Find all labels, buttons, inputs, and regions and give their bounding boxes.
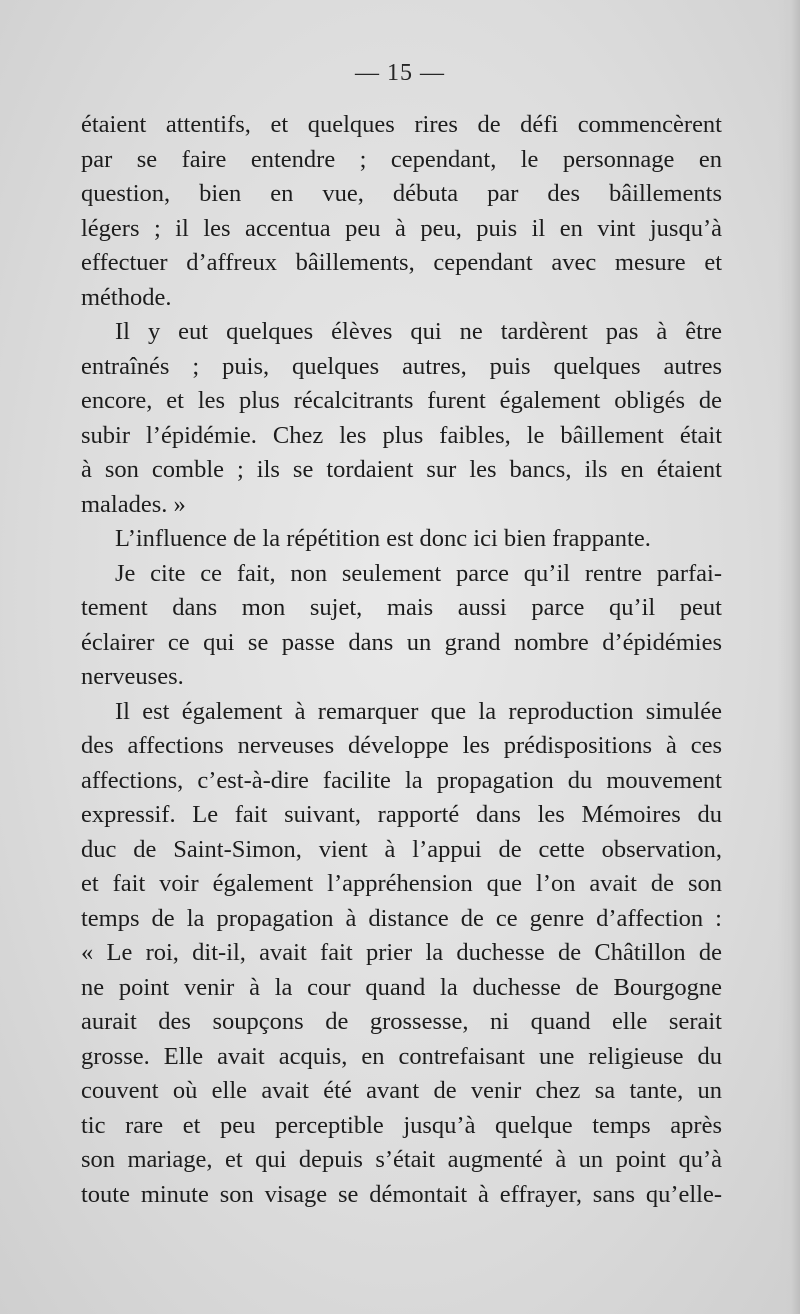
text-line: éclairer ce qui se passe dans un grand nombre d’épidémies xyxy=(81,628,722,656)
text-line: duc de Saint-Simon, vient à l’appui de cette observation, xyxy=(81,835,722,863)
text-line: affections, c’est-à-dire facilite la propagation du mouvement xyxy=(81,766,722,794)
text-line: tic rare et peu perceptible jusqu’à quelque temps après xyxy=(81,1111,722,1139)
text-line: toute minute son visage se démontait à effrayer, sans qu’elle- xyxy=(81,1180,722,1208)
text-line: grosse. Elle avait acquis, en contrefaisant une religieuse du xyxy=(81,1042,722,1070)
text-line: encore, et les plus récalcitrants furent également obligés de xyxy=(81,387,722,414)
text-line: malades. » xyxy=(81,490,186,518)
text-line: temps de la propagation à distance de ce genre d’affection : xyxy=(81,904,722,932)
text-line: son mariage, et qui depuis s’était augmenté à un point qu’à xyxy=(81,1146,722,1173)
text-line: « Le roi, dit-il, avait fait prier la duchesse de Châtillon de xyxy=(81,939,722,966)
text-line: Il y eut quelques élèves qui ne tardèrent pas à être xyxy=(115,318,722,345)
text-line: L’influence de la répétition est donc ici bien frappante. xyxy=(115,525,651,552)
text-line: tement dans mon sujet, mais aussi parce qu’il peut xyxy=(81,594,722,621)
text-line: couvent où elle avait été avant de venir chez sa tante, un xyxy=(81,1077,722,1104)
text-line: expressif. Le fait suivant, rapporté dans les Mémoires du xyxy=(81,801,722,828)
text-line: et fait voir également l’appréhension que l’on avait de son xyxy=(81,870,722,897)
text-line: Je cite ce fait, non seulement parce qu’il rentre parfai- xyxy=(115,559,722,587)
text-line: méthode. xyxy=(81,283,172,311)
page-number: — 15 — xyxy=(355,60,445,86)
text-line: nerveuses. xyxy=(81,663,184,690)
text-line: Il est également à remarquer que la reproduction simulée xyxy=(115,697,722,725)
page-text xyxy=(81,108,722,1212)
text-line: à son comble ; ils se tordaient sur les bancs, ils en étaient xyxy=(81,456,722,483)
text-line: aurait des soupçons de grossesse, ni quand elle serait xyxy=(81,1008,722,1035)
page-edge-shadow xyxy=(778,0,800,1314)
text-line: par se faire entendre ; cependant, le personnage en xyxy=(81,145,722,173)
text-line: question, bien en vue, débuta par des bâillements xyxy=(81,180,722,207)
text-line: des affections nerveuses développe les prédispositions à ces xyxy=(81,732,722,759)
text-line: ne point venir à la cour quand la duchesse de Bourgogne xyxy=(81,973,722,1001)
text-line: légers ; il les accentua peu à peu, puis il en vint jusqu’à xyxy=(81,214,722,242)
text-line: effectuer d’affreux bâillements, cependant avec mesure et xyxy=(81,249,722,276)
text-line: entraînés ; puis, quelques autres, puis quelques autres xyxy=(81,352,722,380)
text-line: étaient attentifs, et quelques rires de défi commencèrent xyxy=(81,111,722,138)
text-line: subir l’épidémie. Chez les plus faibles, le bâillement était xyxy=(81,421,722,449)
